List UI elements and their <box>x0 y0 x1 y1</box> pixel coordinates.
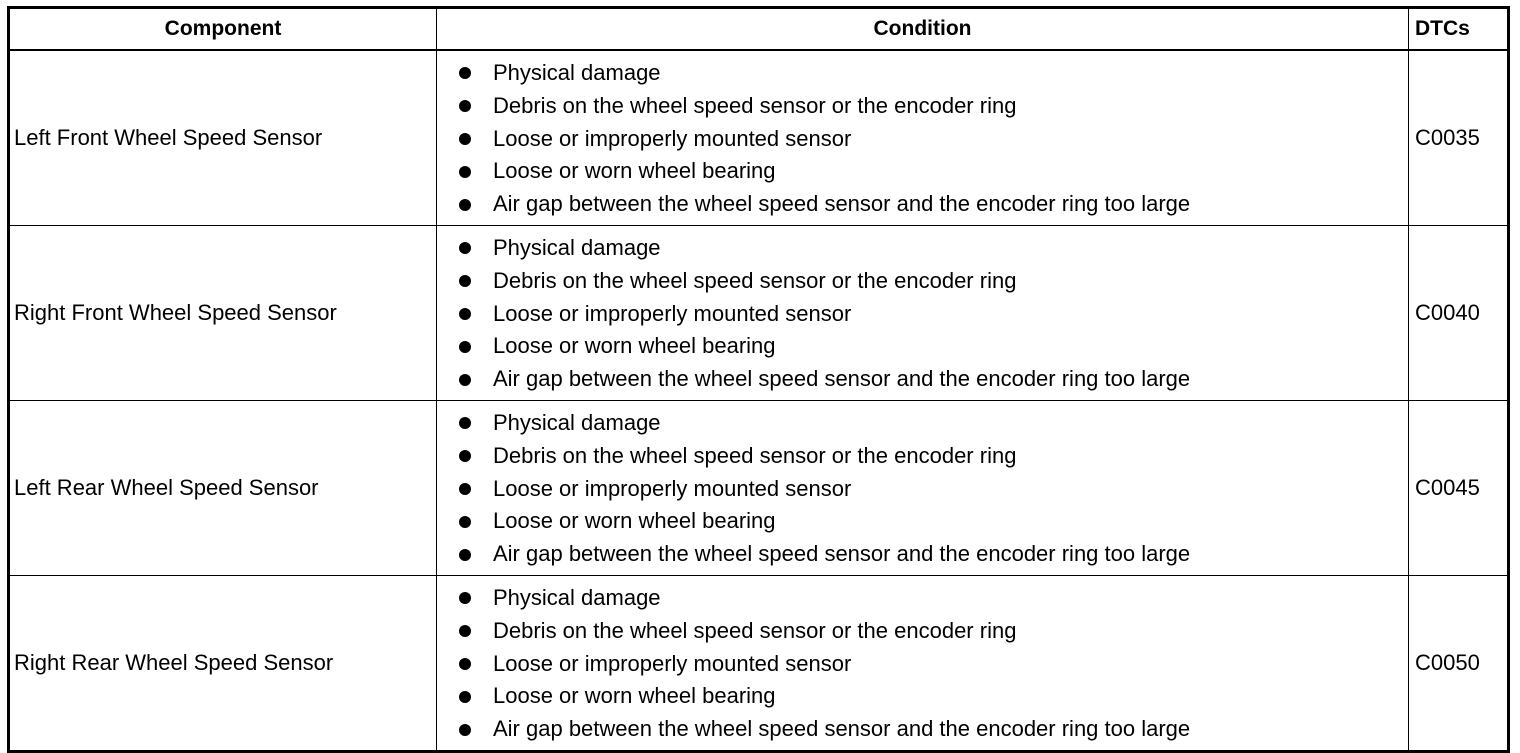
bullet-icon <box>459 166 471 178</box>
condition-text: Loose or improperly mounted sensor <box>493 650 852 676</box>
list-item <box>459 713 1408 746</box>
bullet-icon <box>459 67 471 79</box>
table-row <box>9 400 1509 575</box>
list-item <box>459 582 1408 615</box>
condition-text: Physical damage <box>493 234 661 260</box>
condition-text: Physical damage <box>493 409 661 435</box>
dtc-cell: C0050 <box>1409 575 1509 751</box>
bullet-icon <box>459 516 471 528</box>
condition-text: Loose or worn wheel bearing <box>493 683 776 709</box>
bullet-icon <box>459 549 471 561</box>
condition-list <box>459 582 1408 746</box>
table-row <box>9 575 1509 751</box>
table-row <box>9 225 1509 400</box>
column-header-condition: Condition <box>437 8 1409 51</box>
dtc-cell: C0045 <box>1409 400 1509 575</box>
bullet-icon <box>459 133 471 145</box>
condition-text: Loose or worn wheel bearing <box>493 333 776 359</box>
condition-text: Air gap between the wheel speed sensor and the encoder ring too large <box>493 191 1191 217</box>
column-header-dtcs: DTCs <box>1409 8 1509 51</box>
bullet-icon <box>459 483 471 495</box>
bullet-icon <box>459 450 471 462</box>
condition-list <box>459 57 1408 221</box>
dtc-cell: C0040 <box>1409 225 1509 400</box>
list-item <box>459 265 1408 298</box>
condition-text: Air gap between the wheel speed sensor and the encoder ring too large <box>493 716 1191 742</box>
component-cell: Left Rear Wheel Speed Sensor <box>9 400 437 575</box>
condition-list <box>459 407 1408 571</box>
list-item <box>459 188 1408 221</box>
list-item <box>459 538 1408 571</box>
list-item <box>459 155 1408 188</box>
list-item <box>459 680 1408 713</box>
list-item <box>459 407 1408 440</box>
condition-text: Loose or worn wheel bearing <box>493 158 776 184</box>
list-item <box>459 330 1408 363</box>
dtc-cell: C0035 <box>1409 50 1509 225</box>
bullet-icon <box>459 625 471 637</box>
bullet-icon <box>459 658 471 670</box>
component-cell: Left Front Wheel Speed Sensor <box>9 50 437 225</box>
bullet-icon <box>459 724 471 736</box>
condition-text: Physical damage <box>493 584 661 610</box>
condition-cell <box>437 575 1409 751</box>
condition-text: Debris on the wheel speed sensor or the encoder ring <box>493 442 1017 468</box>
list-item <box>459 57 1408 90</box>
condition-list <box>459 232 1408 396</box>
list-item <box>459 615 1408 648</box>
condition-text: Debris on the wheel speed sensor or the encoder ring <box>493 617 1017 643</box>
list-item <box>459 473 1408 506</box>
bullet-icon <box>459 100 471 112</box>
condition-cell <box>437 400 1409 575</box>
bullet-icon <box>459 691 471 703</box>
component-cell: Right Rear Wheel Speed Sensor <box>9 575 437 751</box>
table-body <box>9 50 1509 751</box>
list-item <box>459 440 1408 473</box>
table-row <box>9 50 1509 225</box>
condition-text: Air gap between the wheel speed sensor and the encoder ring too large <box>493 541 1191 567</box>
list-item <box>459 123 1408 156</box>
condition-text: Air gap between the wheel speed sensor and the encoder ring too large <box>493 366 1191 392</box>
list-item <box>459 232 1408 265</box>
condition-text: Loose or worn wheel bearing <box>493 508 776 534</box>
bullet-icon <box>459 341 471 353</box>
condition-text: Loose or improperly mounted sensor <box>493 300 852 326</box>
condition-text: Debris on the wheel speed sensor or the encoder ring <box>493 92 1017 118</box>
bullet-icon <box>459 417 471 429</box>
component-cell: Right Front Wheel Speed Sensor <box>9 225 437 400</box>
condition-text: Loose or improperly mounted sensor <box>493 475 852 501</box>
condition-text: Debris on the wheel speed sensor or the encoder ring <box>493 267 1017 293</box>
list-item <box>459 648 1408 681</box>
table-header-row <box>9 8 1509 51</box>
bullet-icon <box>459 242 471 254</box>
bullet-icon <box>459 308 471 320</box>
bullet-icon <box>459 275 471 287</box>
bullet-icon <box>459 374 471 386</box>
bullet-icon <box>459 199 471 211</box>
list-item <box>459 298 1408 331</box>
condition-cell <box>437 50 1409 225</box>
condition-cell <box>437 225 1409 400</box>
list-item <box>459 90 1408 123</box>
wheel-speed-sensor-dtc-table <box>7 6 1510 753</box>
dtc-table-container <box>7 6 1510 753</box>
condition-text: Physical damage <box>493 60 661 85</box>
condition-text: Loose or improperly mounted sensor <box>493 125 852 151</box>
list-item <box>459 363 1408 396</box>
list-item <box>459 505 1408 538</box>
column-header-component: Component <box>9 8 437 51</box>
bullet-icon <box>459 592 471 604</box>
